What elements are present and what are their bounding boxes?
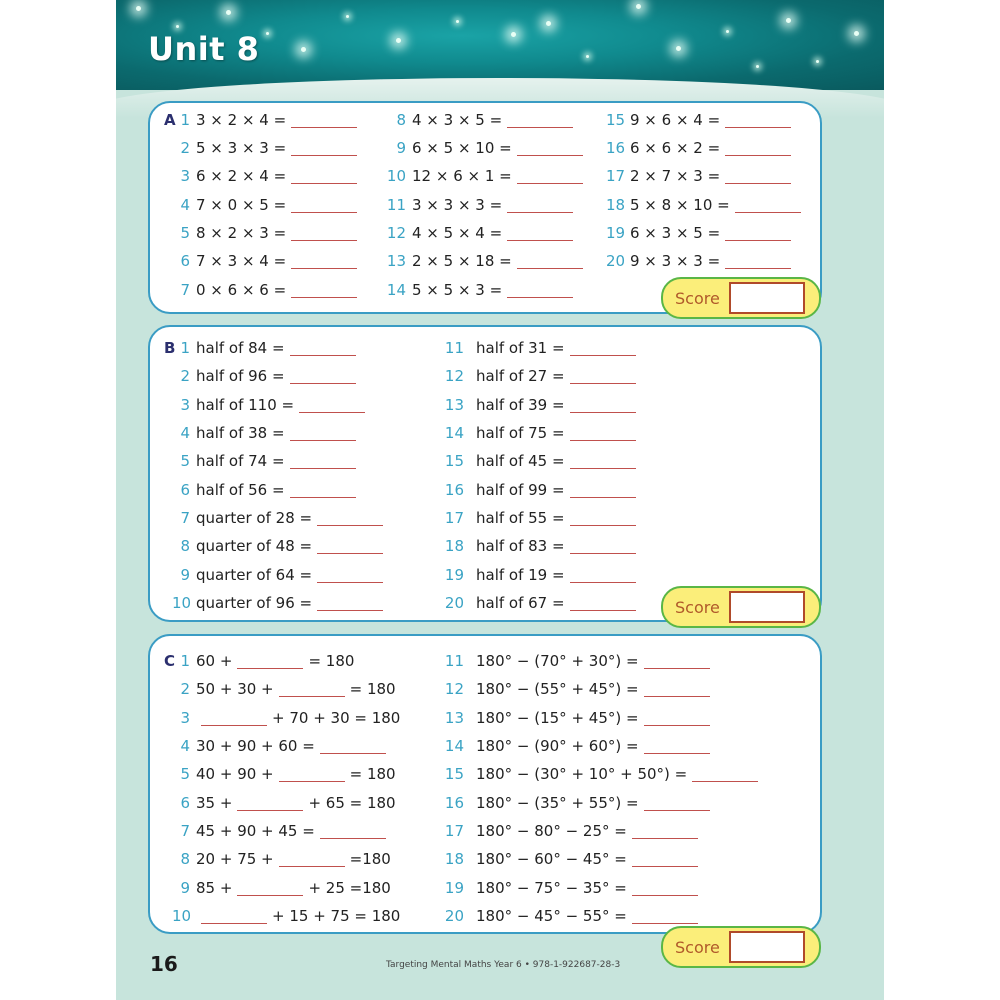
answer-blank[interactable]: [570, 454, 636, 469]
answer-blank[interactable]: [644, 654, 710, 669]
answer-blank[interactable]: [317, 568, 383, 583]
answer-blank[interactable]: [570, 341, 636, 356]
score-label: Score: [675, 288, 720, 308]
question-row: 9 quarter of 64 =: [172, 563, 388, 587]
question-row: 7 45 + 90 + 45 =: [172, 819, 391, 843]
question-row: 1 3 × 2 × 4 =: [178, 108, 362, 132]
answer-blank[interactable]: [291, 141, 357, 156]
answer-blank[interactable]: [237, 881, 303, 896]
section-letter: C: [164, 652, 176, 670]
question-row: 19 6 × 3 × 5 =: [606, 221, 796, 245]
answer-blank[interactable]: [279, 767, 345, 782]
answer-blank[interactable]: [644, 682, 710, 697]
score-input[interactable]: [729, 931, 805, 963]
question-row: 4 7 × 0 × 5 =: [178, 193, 362, 217]
answer-blank[interactable]: [507, 113, 573, 128]
section-b: [148, 325, 822, 622]
footer-citation: Targeting Mental Maths Year 6 • 978-1-922687-28-3: [386, 960, 621, 970]
question-row: 3 + 70 + 30 = 180: [180, 709, 401, 727]
answer-blank[interactable]: [291, 198, 357, 213]
answer-blank[interactable]: [507, 198, 573, 213]
page-number: 16: [150, 952, 178, 976]
answer-blank[interactable]: [507, 226, 573, 241]
question-row: 6 35 + + 65 = 180: [180, 794, 396, 812]
question-row: 8 quarter of 48 =: [172, 534, 388, 558]
answer-blank[interactable]: [632, 824, 698, 839]
question-row: 19 180° − 75° − 35° =: [440, 876, 703, 900]
answer-blank[interactable]: [725, 169, 791, 184]
answer-blank[interactable]: [632, 881, 698, 896]
answer-blank[interactable]: [290, 369, 356, 384]
score-label: Score: [675, 597, 720, 617]
question-row: 16 half of 99 =: [440, 478, 641, 502]
question-row: 2 5 × 3 × 3 =: [178, 136, 362, 160]
answer-blank[interactable]: [644, 796, 710, 811]
question-row: 13 180° − (15° + 45°) =: [440, 706, 715, 730]
question-row: 1 60 + = 180: [180, 652, 355, 670]
answer-blank[interactable]: [570, 511, 636, 526]
answer-blank[interactable]: [317, 539, 383, 554]
score-badge-b: [661, 586, 821, 628]
answer-blank[interactable]: [279, 852, 345, 867]
answer-blank[interactable]: [320, 824, 386, 839]
score-badge-a: [661, 277, 821, 319]
unit-title: Unit 8: [148, 30, 260, 68]
answer-blank[interactable]: [570, 568, 636, 583]
question-row: 5 40 + 90 + = 180: [180, 765, 396, 783]
question-row: 12 180° − (55° + 45°) =: [440, 677, 715, 701]
question-row: 2 50 + 30 + = 180: [180, 680, 396, 698]
section-letter: B: [164, 339, 176, 357]
question-row: 20 180° − 45° − 55° =: [440, 904, 703, 928]
question-row: 11 180° − (70° + 30°) =: [440, 649, 715, 673]
question-row: 9 6 × 5 × 10 =: [382, 136, 588, 160]
answer-blank[interactable]: [317, 511, 383, 526]
question-row: 14 half of 75 =: [440, 421, 641, 445]
question-row: 5 8 × 2 × 3 =: [178, 221, 362, 245]
question-row: 10 12 × 6 × 1 =: [382, 164, 588, 188]
answer-blank[interactable]: [517, 169, 583, 184]
section-c: [148, 634, 822, 934]
answer-blank[interactable]: [632, 852, 698, 867]
question-row: 20 half of 67 =: [440, 591, 641, 615]
question-row: 12 4 × 5 × 4 =: [382, 221, 578, 245]
answer-blank[interactable]: [725, 254, 791, 269]
question-row: 8 20 + 75 + =180: [180, 850, 391, 868]
answer-blank[interactable]: [725, 141, 791, 156]
answer-blank[interactable]: [725, 113, 791, 128]
question-row: 3 6 × 2 × 4 =: [178, 164, 362, 188]
question-row: 18 180° − 60° − 45° =: [440, 847, 703, 871]
question-row: 4 half of 38 =: [172, 421, 361, 445]
question-row: 20 9 × 3 × 3 =: [606, 249, 796, 273]
question-row: 7 0 × 6 × 6 =: [178, 278, 362, 302]
worksheet-page: [116, 0, 884, 1000]
score-input[interactable]: [729, 282, 805, 314]
answer-blank[interactable]: [632, 909, 698, 924]
question-row: 12 half of 27 =: [440, 364, 641, 388]
answer-blank[interactable]: [644, 739, 710, 754]
question-row: 10 quarter of 96 =: [172, 591, 388, 615]
answer-blank[interactable]: [517, 254, 583, 269]
question-row: 8 4 × 3 × 5 =: [382, 108, 578, 132]
answer-blank[interactable]: [290, 426, 356, 441]
question-row: 6 7 × 3 × 4 =: [178, 249, 362, 273]
question-row: 2 half of 96 =: [172, 364, 361, 388]
score-badge-c: [661, 926, 821, 968]
answer-blank[interactable]: [201, 711, 267, 726]
question-row: 11 3 × 3 × 3 =: [382, 193, 578, 217]
answer-blank[interactable]: [237, 654, 303, 669]
answer-blank[interactable]: [692, 767, 758, 782]
question-row: 10 + 15 + 75 = 180: [172, 907, 401, 925]
question-row: 19 half of 19 =: [440, 563, 641, 587]
answer-blank[interactable]: [290, 341, 356, 356]
question-row: 4 30 + 90 + 60 =: [172, 734, 391, 758]
answer-blank[interactable]: [570, 369, 636, 384]
question-row: 17 2 × 7 × 3 =: [606, 164, 796, 188]
answer-blank[interactable]: [570, 596, 636, 611]
answer-blank[interactable]: [291, 254, 357, 269]
question-row: 18 5 × 8 × 10 =: [606, 193, 806, 217]
answer-blank[interactable]: [291, 113, 357, 128]
question-row: 14 180° − (90° + 60°) =: [440, 734, 715, 758]
question-row: 5 half of 74 =: [172, 449, 361, 473]
question-row: 17 half of 55 =: [440, 506, 641, 530]
answer-blank[interactable]: [279, 682, 345, 697]
answer-blank[interactable]: [290, 483, 356, 498]
question-row: 13 half of 39 =: [440, 393, 641, 417]
header-banner: [116, 0, 884, 90]
answer-blank[interactable]: [644, 711, 710, 726]
question-row: 14 5 × 5 × 3 =: [382, 278, 578, 302]
answer-blank[interactable]: [290, 454, 356, 469]
answer-blank[interactable]: [320, 739, 386, 754]
answer-blank[interactable]: [299, 398, 365, 413]
answer-blank[interactable]: [570, 398, 636, 413]
question-row: 6 half of 56 =: [172, 478, 361, 502]
answer-blank[interactable]: [570, 426, 636, 441]
question-row: 18 half of 83 =: [440, 534, 641, 558]
question-row: 15 180° − (30° + 10° + 50°) =: [440, 762, 763, 786]
answer-blank[interactable]: [735, 198, 801, 213]
score-input[interactable]: [729, 591, 805, 623]
question-row: 11 half of 31 =: [440, 336, 641, 360]
question-row: 16 180° − (35° + 55°) =: [440, 791, 715, 815]
answer-blank[interactable]: [725, 226, 791, 241]
question-row: 15 half of 45 =: [440, 449, 641, 473]
question-row: 15 9 × 6 × 4 =: [606, 108, 796, 132]
question-row: 17 180° − 80° − 25° =: [440, 819, 703, 843]
answer-blank[interactable]: [237, 796, 303, 811]
question-row: 16 6 × 6 × 2 =: [606, 136, 796, 160]
answer-blank[interactable]: [570, 539, 636, 554]
answer-blank[interactable]: [317, 596, 383, 611]
answer-blank[interactable]: [201, 909, 267, 924]
question-row: 1 half of 84 =: [172, 336, 361, 360]
answer-blank[interactable]: [291, 169, 357, 184]
answer-blank[interactable]: [517, 141, 583, 156]
answer-blank[interactable]: [291, 226, 357, 241]
question-row: 9 85 + + 25 =180: [180, 879, 391, 897]
score-label: Score: [675, 937, 720, 957]
answer-blank[interactable]: [291, 283, 357, 298]
question-row: 13 2 × 5 × 18 =: [382, 249, 588, 273]
question-row: 7 quarter of 28 =: [172, 506, 388, 530]
answer-blank[interactable]: [507, 283, 573, 298]
section-letter: A: [164, 111, 176, 129]
answer-blank[interactable]: [570, 483, 636, 498]
question-row: 3 half of 110 =: [172, 393, 370, 417]
